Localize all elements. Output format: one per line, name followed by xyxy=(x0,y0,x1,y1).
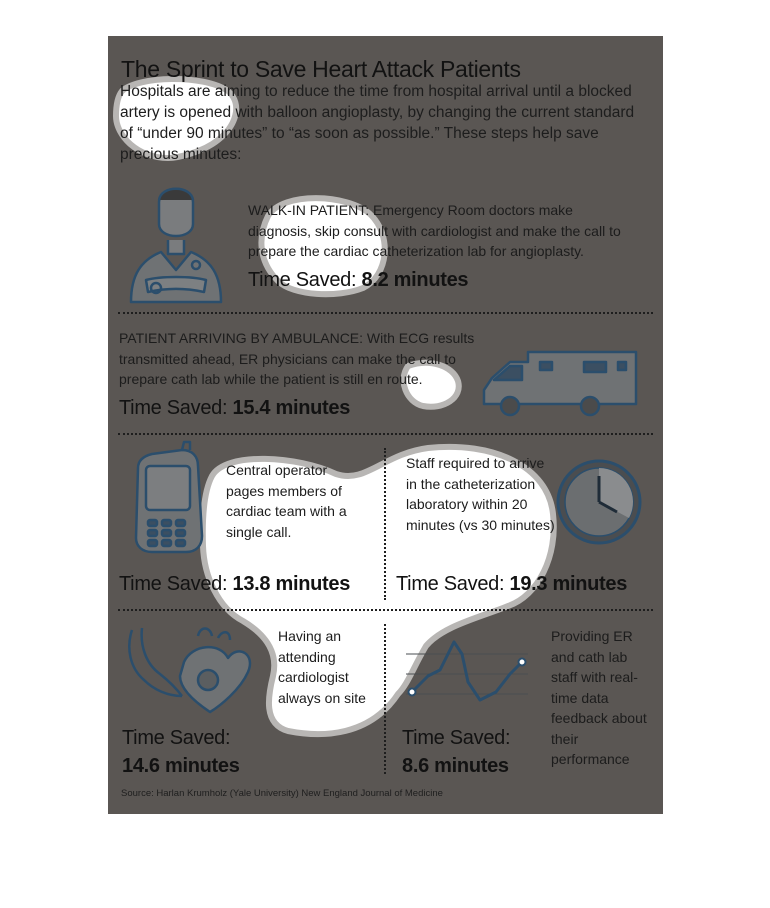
time-saved-value: 8.2 minutes xyxy=(361,269,469,291)
time-saved-label: Time Saved: xyxy=(122,727,231,749)
ambulance-icon xyxy=(480,348,642,418)
time-saved-value: 8.6 minutes xyxy=(402,755,509,777)
feedback-time-saved xyxy=(402,724,552,780)
attending-time-saved xyxy=(122,724,272,780)
divider xyxy=(118,609,653,611)
attending-text: Having an attending cardiologist always on site xyxy=(278,628,366,706)
ambulance-time-saved xyxy=(119,397,350,420)
staff-text: Staff required to arrive in the catheterization laboratory within 20 minutes (vs 30 minutes) xyxy=(406,455,555,533)
time-saved-label: Time Saved: xyxy=(119,573,228,595)
time-saved-label: Time Saved: xyxy=(119,397,228,419)
source-note: Source: Harlan Krumholz (Yale University) New England Journal of Medicine xyxy=(121,788,443,799)
infographic-card xyxy=(108,36,663,814)
pager-icon xyxy=(130,448,205,556)
vertical-divider xyxy=(384,624,386,774)
stethoscope-heart-icon xyxy=(124,624,254,714)
ecg-chart-icon xyxy=(406,634,528,714)
divider xyxy=(118,312,653,314)
time-saved-value: 13.8 minutes xyxy=(232,573,351,595)
vertical-divider xyxy=(384,448,386,600)
time-saved-label: Time Saved: xyxy=(396,573,505,595)
time-saved-label: Time Saved: xyxy=(248,269,357,291)
time-saved-label: Time Saved: xyxy=(402,727,511,749)
time-saved-value: 15.4 minutes xyxy=(232,397,351,419)
staff-time-saved xyxy=(396,573,627,596)
time-saved-value: 14.6 minutes xyxy=(122,755,240,777)
operator-time-saved xyxy=(119,573,350,596)
feedback-text: Providing ER and cath lab staff with real-time data feedback about their performance xyxy=(551,628,647,767)
operator-text: Central operator pages members of cardiac team with a single call. xyxy=(226,462,347,540)
page-title: The Sprint to Save Heart Attack Patients xyxy=(121,56,521,82)
intro-text: Hospitals are aiming to reduce the time from hospital arrival until a blocked artery is opened with balloon angioplasty, by changing the current standard of “under 90 minutes” to “as soon as possible.” These steps help save precious minutes: xyxy=(120,83,635,163)
ambulance-text: PATIENT ARRIVING BY AMBULANCE: With ECG results transmitted ahead, ER physicians can make the call to prepare cath lab while the patient is still en route. xyxy=(119,330,475,387)
walk-in-text: WALK-IN PATIENT: Emergency Room doctors make diagnosis, skip consult with cardiologist and make the call to prepare the cardiac catheterization lab for angioplasty. xyxy=(248,202,621,259)
walk-in-time-saved xyxy=(248,269,468,292)
doctor-icon xyxy=(126,180,226,305)
time-saved-value: 19.3 minutes xyxy=(509,573,628,595)
clock-icon xyxy=(555,458,643,546)
divider xyxy=(118,433,653,435)
